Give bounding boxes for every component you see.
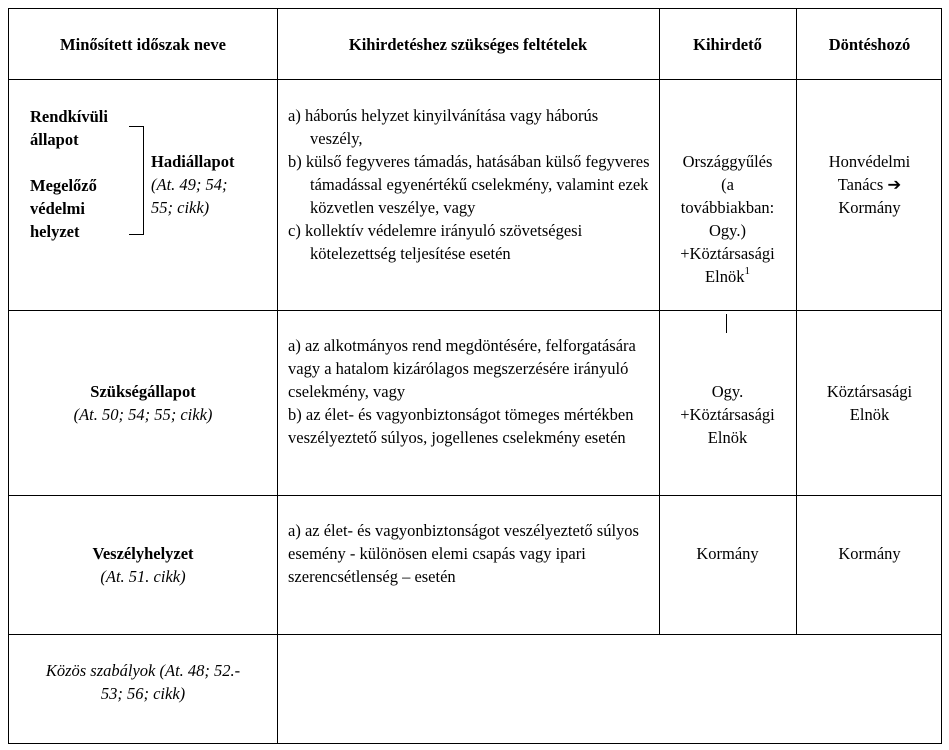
footnote-marker: 1 xyxy=(744,265,750,277)
header-period-name: Minősített időszak neve xyxy=(60,35,226,54)
column-divider xyxy=(659,9,660,634)
column-divider xyxy=(277,9,278,744)
decider-war: Honvédelmi Tanács ➔ Kormány xyxy=(828,152,911,217)
grouping-bracket xyxy=(129,126,144,235)
conditions-war xyxy=(288,104,650,265)
row-divider xyxy=(9,634,941,635)
text-cursor xyxy=(726,314,727,333)
list-item: a) az alkotmányos rend megdöntésére, felforgatására vagy a hatalom kizárólagos megszerzésére irányuló cselekmény, vagy xyxy=(288,336,636,401)
announcer-war: Országgyűlés (a továbbiakban: Ogy.) +Köztársasági Elnök$^1$ xyxy=(680,152,775,286)
list-item: c) kollektív védelemre irányuló szövetségesi kötelezettség teljesítése esetén xyxy=(288,221,583,263)
list-item: b) külső fegyveres támadás, hatásában külső fegyveres támadással egyenértékű cselekmény, valamint ezek közvetlen veszélye, vagy xyxy=(288,152,650,217)
row-divider xyxy=(9,495,941,496)
period-state-of-danger: Veszélyhelyzet (At. 51. cikk) xyxy=(92,544,194,586)
announcer-danger: Kormány xyxy=(696,544,759,563)
row-divider xyxy=(9,310,941,311)
common-rules: Közös szabályok (At. 48; 52.- 53; 56; cikk) xyxy=(45,661,241,703)
announcer-emergency: Ogy. +Köztársasági Elnök xyxy=(680,382,775,447)
period-preventive-defense: Megelőző védelmi helyzet xyxy=(30,176,97,241)
column-divider xyxy=(796,9,797,634)
header-decider: Döntéshozó xyxy=(828,35,911,54)
decider-danger: Kormány xyxy=(838,544,901,563)
period-state-of-emergency: Szükségállapot (At. 50; 54; 55; cikk) xyxy=(73,382,213,424)
conditions-emergency xyxy=(288,334,650,449)
row-divider xyxy=(9,79,941,80)
period-extraordinary-state: Rendkívüli állapot xyxy=(30,107,108,149)
header-announcer: Kihirdető xyxy=(693,35,762,54)
period-state-of-war: Hadiállapot (At. 49; 54; 55; cikk) xyxy=(151,152,235,217)
header-conditions: Kihirdetéshez szükséges feltételek xyxy=(348,35,588,54)
list-item: b) az élet- és vagyonbiztonságot tömeges mértékben veszélyeztető súlyos, jogellenes cselekmény esetén xyxy=(288,405,634,447)
emergency-periods-table xyxy=(8,8,942,744)
conditions-danger xyxy=(288,519,650,588)
decider-emergency: Köztársasági Elnök xyxy=(826,382,913,424)
list-item: a) háborús helyzet kinyilvánítása vagy háborús veszély, xyxy=(288,106,599,148)
list-item: a) az élet- és vagyonbiztonságot veszélyeztető súlyos esemény - különösen elemi csapás vagy ipari szerencsétlenség – esetén xyxy=(288,521,639,586)
